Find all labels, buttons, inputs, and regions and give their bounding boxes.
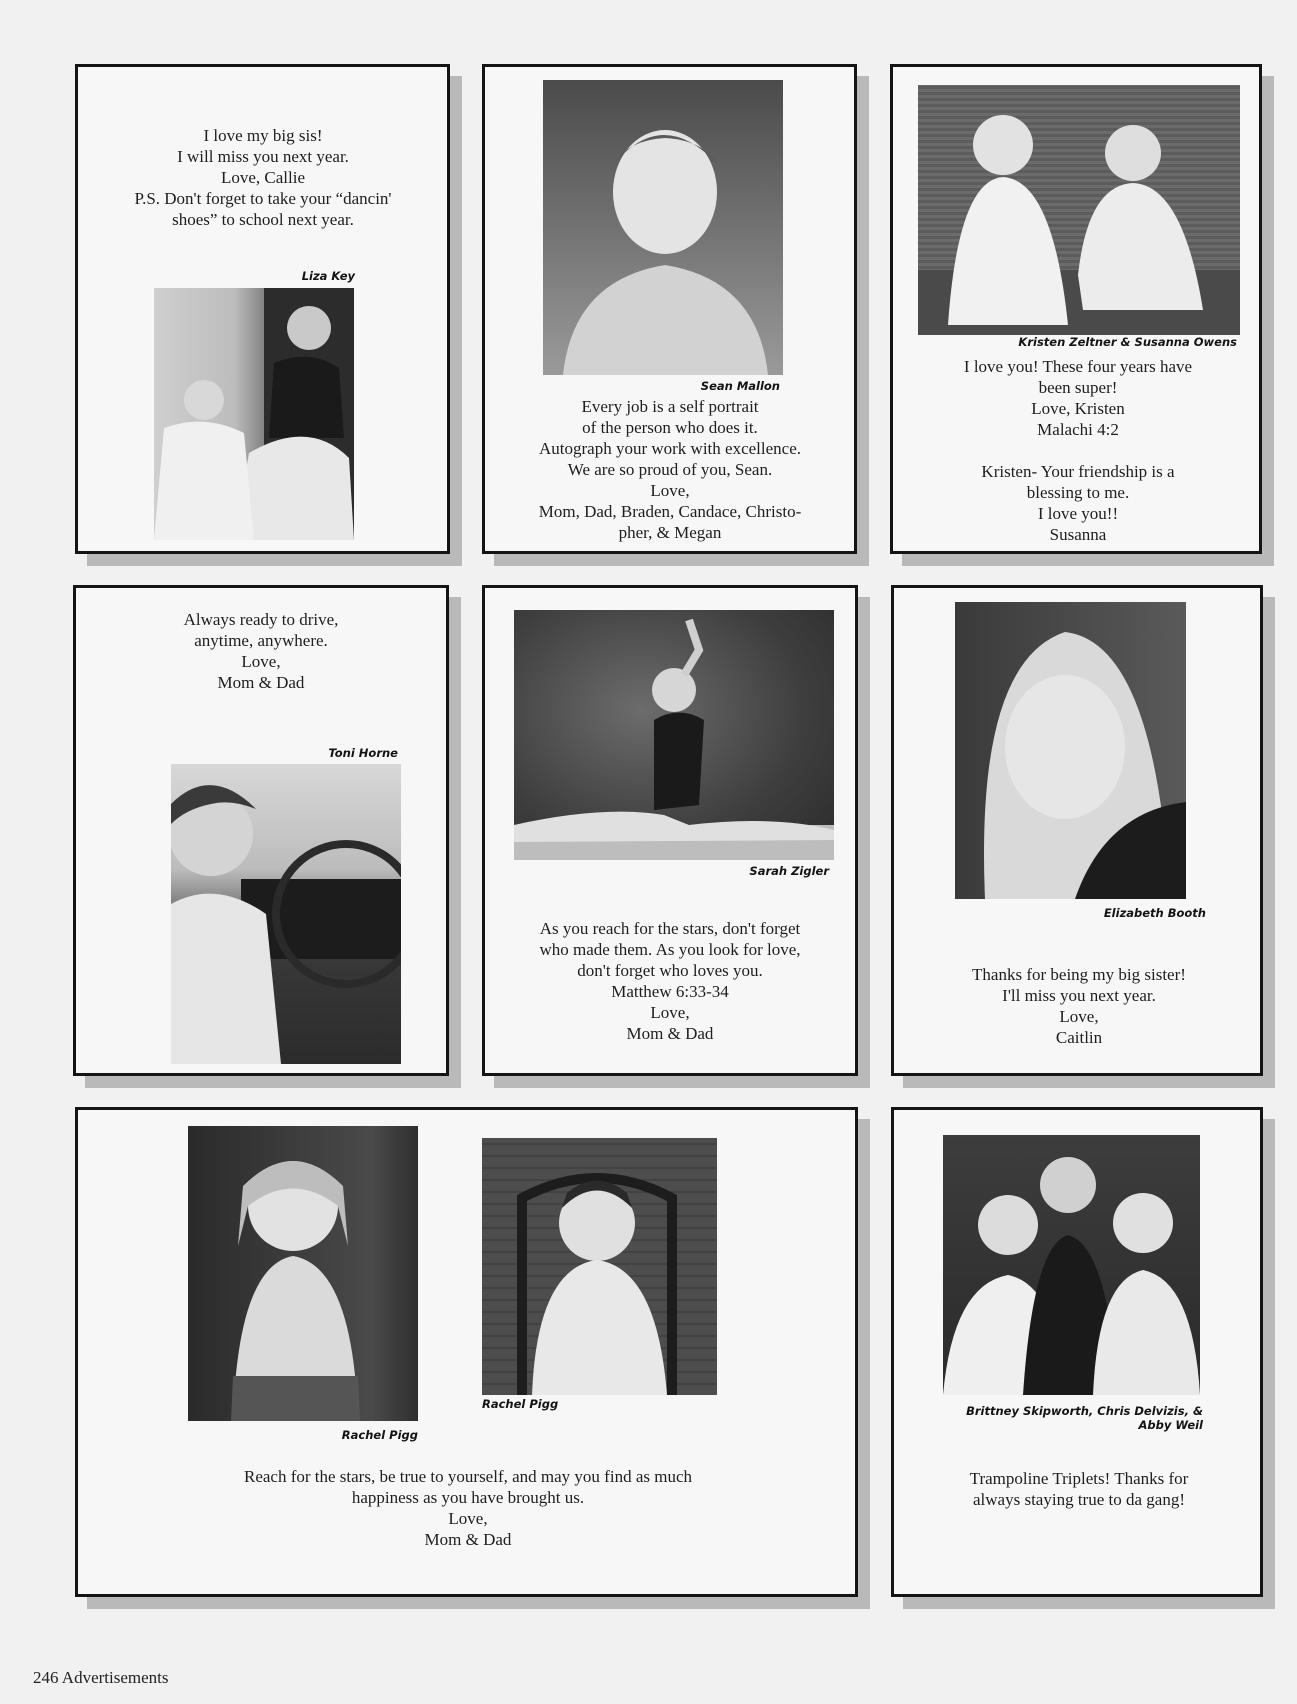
photo-caption: Sean Mallon (700, 379, 780, 393)
photo-caption: Kristen Zeltner & Susanna Owens (1018, 335, 1237, 349)
ad-message: I love my big sis! I will miss you next year. Love, Callie P.S. Don't forget to take your “dancin' shoes” to school next year. (134, 126, 392, 229)
photo-caption-right: Rachel Pigg (482, 1397, 559, 1411)
ad-elizabeth-booth (891, 585, 1263, 1076)
photo-rachel-pigg-left (188, 1126, 418, 1421)
photo-elizabeth-booth (955, 602, 1186, 899)
photo-caption: Brittney Skipworth, Chris Delvizis, & Abby Weil (966, 1404, 1203, 1432)
photo-rachel-pigg-right (482, 1138, 717, 1395)
photo-caption: Toni Horne (328, 746, 398, 760)
photo-caption: Sarah Zigler (749, 864, 829, 878)
photo-trampoline-triplets (943, 1135, 1200, 1395)
photo-liza-key (154, 288, 354, 540)
ad-sean-mallon (482, 64, 857, 554)
photo-sean-mallon (543, 80, 783, 375)
ad-rachel-pigg (75, 1107, 858, 1597)
ad-message: I love you! These four years have been super! Love, Kristen Malachi 4:2 (963, 357, 1193, 439)
photo-kristen-susanna (918, 85, 1240, 335)
ad-message: Reach for the stars, be true to yourself, and may you find as much happiness as you have brought us. Love, Mom & Dad (243, 1467, 692, 1549)
ad-message: As you reach for the stars, don't forget who made them. As you look for love, don't forget who loves you. Matthew 6:33-34 Love, Mom & Dad (539, 919, 801, 1043)
ad-message: Always ready to drive, anytime, anywhere. Love, Mom & Dad (183, 610, 339, 692)
ad-message: Thanks for being my big sister! I'll miss you next year. Love, Caitlin (972, 965, 1186, 1047)
ad-message: Trampoline Triplets! Thanks for always staying true to da gang! (969, 1469, 1189, 1509)
photo-sarah-zigler (514, 610, 834, 860)
photo-caption: Liza Key (301, 269, 355, 283)
page-footer: 246 Advertisements (33, 1668, 169, 1687)
ad-kristen-susanna (890, 64, 1262, 554)
photo-caption-left: Rachel Pigg (341, 1428, 418, 1442)
ad-message-second: Kristen- Your friendship is a blessing to me. I love you!! Susanna (981, 462, 1175, 544)
photo-caption: Elizabeth Booth (1103, 906, 1206, 920)
ad-message: Every job is a self portrait of the person who does it. Autograph your work with excellence. We are so proud of you, Sean. Love, Mom, Dad, Braden, Candace, Christo- pher, & Megan (538, 397, 802, 542)
ad-sarah-zigler (482, 585, 858, 1076)
ad-liza-key (75, 64, 450, 554)
ad-trampoline-triplets (891, 1107, 1263, 1597)
photo-toni-horne (171, 764, 401, 1064)
ad-toni-horne (73, 585, 449, 1076)
